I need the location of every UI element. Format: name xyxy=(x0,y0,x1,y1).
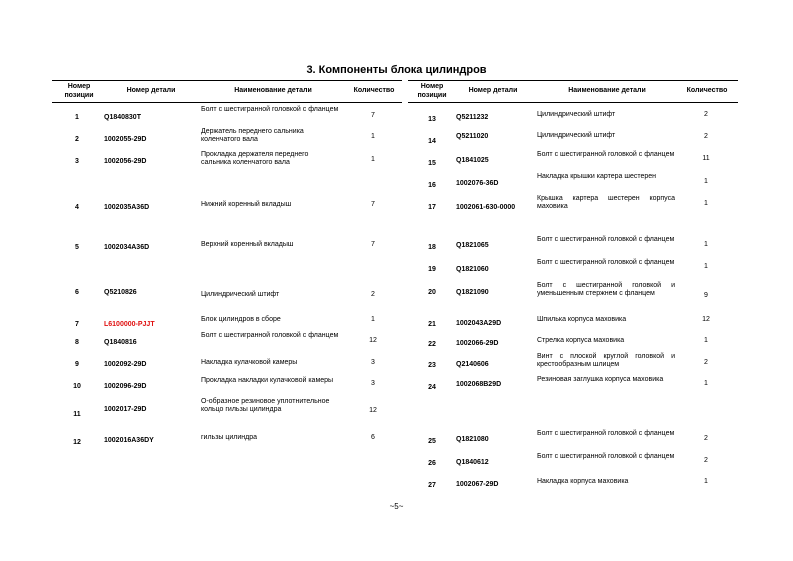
row-position: 4 xyxy=(75,204,79,211)
row-position: 22 xyxy=(428,341,436,348)
row-quantity: 3 xyxy=(371,380,375,387)
row-part-name: Болт с шестигранной головкой с фланцем xyxy=(537,259,675,266)
row-position: 2 xyxy=(75,136,79,143)
row-quantity: 7 xyxy=(371,112,375,119)
row-position: 15 xyxy=(428,160,436,167)
row-position: 14 xyxy=(428,138,436,145)
row-part-number: Q1821090 xyxy=(456,289,489,296)
row-part-name: Шпилька корпуса маховика xyxy=(537,316,627,323)
row-position: 3 xyxy=(75,158,79,165)
row-position: 19 xyxy=(428,266,436,273)
row-part-name: Болт с шестигранной головкой с фланцем xyxy=(201,106,339,113)
row-position: 24 xyxy=(428,384,436,391)
row-position: 13 xyxy=(428,116,436,123)
row-quantity: 9 xyxy=(704,292,708,299)
row-quantity: 1 xyxy=(704,478,708,485)
left-header-position: Номер позиции xyxy=(64,83,94,99)
row-quantity: 1 xyxy=(704,200,708,207)
right-header-top-rule xyxy=(408,80,738,81)
row-part-name: Верхний коренный вкладыш xyxy=(201,241,294,248)
row-quantity: 1 xyxy=(371,316,375,323)
row-quantity: 1 xyxy=(704,241,708,248)
row-quantity: 1 xyxy=(371,156,375,163)
row-position: 6 xyxy=(75,289,79,296)
left-header-top-rule xyxy=(52,80,402,81)
row-part-name: Прокладка накладки кулачковой камеры xyxy=(201,377,334,384)
right-header-part-name: Наименование детали xyxy=(568,87,646,94)
row-quantity: 12 xyxy=(369,337,377,344)
row-part-number: Q1821065 xyxy=(456,242,489,249)
row-part-number: Q1821060 xyxy=(456,266,489,273)
row-quantity: 2 xyxy=(704,133,708,140)
row-position: 16 xyxy=(428,182,436,189)
row-part-number: Q1840816 xyxy=(104,339,137,346)
row-part-name: Стрелка корпуса маховика xyxy=(537,337,625,344)
row-position: 7 xyxy=(75,321,79,328)
row-part-number: 1002055-29D xyxy=(104,136,147,143)
row-position: 21 xyxy=(428,321,436,328)
left-header-quantity: Количество xyxy=(353,87,395,94)
row-quantity: 1 xyxy=(704,380,708,387)
row-position: 23 xyxy=(428,362,436,369)
row-quantity: 3 xyxy=(371,359,375,366)
row-part-number: 1002076-36D xyxy=(456,180,499,187)
row-position: 12 xyxy=(73,439,81,446)
row-part-name: Крышка картера шестерен корпуса маховика xyxy=(537,195,675,211)
row-position: 26 xyxy=(428,460,436,467)
row-position: 9 xyxy=(75,361,79,368)
row-part-name: Нижний коренный вкладыш xyxy=(201,201,292,208)
left-header-bottom-rule xyxy=(52,102,402,103)
row-part-name: Болт с шестигранной головкой с фланцем xyxy=(537,430,675,437)
row-position: 20 xyxy=(428,289,436,296)
row-quantity: 7 xyxy=(371,201,375,208)
row-part-name: Прокладка держателя переднего сальника коленчатого вала xyxy=(201,151,309,167)
row-quantity: 2 xyxy=(704,457,708,464)
row-quantity: 2 xyxy=(704,359,708,366)
row-part-number: 1002043A29D xyxy=(456,320,502,327)
right-header-bottom-rule xyxy=(408,102,738,103)
row-part-name: Болт с шестигранной головкой с фланцем xyxy=(537,453,675,460)
row-quantity: 6 xyxy=(371,434,375,441)
row-part-name: Цилиндрический штифт xyxy=(537,111,616,118)
row-part-number: Q5210826 xyxy=(104,289,137,296)
row-quantity: 2 xyxy=(371,291,375,298)
row-part-name: Болт с шестигранной головкой с фланцем xyxy=(537,236,675,243)
row-position: 17 xyxy=(428,204,436,211)
row-quantity: 1 xyxy=(704,178,708,185)
row-position: 25 xyxy=(428,438,436,445)
row-part-number: 1002092-29D xyxy=(104,361,147,368)
row-part-number: 1002067-29D xyxy=(456,481,499,488)
row-part-name: Болт с шестигранной головкой с фланцем xyxy=(537,151,675,158)
left-header-part-name: Наименование детали xyxy=(234,87,312,94)
row-part-number: Q5211232 xyxy=(456,114,489,121)
row-part-number: 1002035A36D xyxy=(104,204,150,211)
row-part-name: Резиновая заглушка корпуса маховика xyxy=(537,376,664,383)
row-part-name: Накладка кулачковой камеры xyxy=(201,359,298,366)
row-part-name: Болт с шестигранной головкой с фланцем xyxy=(201,332,339,339)
row-part-name: Накладка крышки картера шестерен xyxy=(537,173,657,180)
row-position: 27 xyxy=(428,482,436,489)
row-part-number: Q1821080 xyxy=(456,436,489,443)
row-part-name: Винт с плоской круглой головкой и крестообразным шлицем xyxy=(537,353,675,369)
row-position: 8 xyxy=(75,339,79,346)
row-part-number: 1002066-29D xyxy=(456,340,499,347)
row-quantity: 2 xyxy=(704,111,708,118)
row-part-number: 1002017-29D xyxy=(104,406,147,413)
row-part-number: Q5211020 xyxy=(456,133,489,140)
row-part-number: 1002096-29D xyxy=(104,383,147,390)
row-part-number: 1002034A36D xyxy=(104,244,150,251)
row-position: 5 xyxy=(75,244,79,251)
row-quantity: 1 xyxy=(371,133,375,140)
row-part-number: 1002061-630-0000 xyxy=(456,204,516,211)
row-part-number: Q1840830T xyxy=(104,114,141,121)
row-part-number: Q1840612 xyxy=(456,459,489,466)
row-quantity: 12 xyxy=(702,316,710,323)
row-position: 1 xyxy=(75,114,79,121)
row-quantity: 1 xyxy=(704,337,708,344)
row-part-number: Q2140606 xyxy=(456,361,489,368)
right-header-quantity: Количество xyxy=(686,87,728,94)
row-part-name: Цилиндрический штифт xyxy=(201,291,280,298)
row-part-number: Q1841025 xyxy=(456,157,489,164)
row-quantity: 12 xyxy=(369,407,377,414)
row-part-name: Блок цилиндров в сборе xyxy=(201,316,281,323)
left-header-part-number: Номер детали xyxy=(126,87,176,94)
right-header-position: Номер позиции xyxy=(417,83,447,99)
row-part-number: 1002056-29D xyxy=(104,158,147,165)
row-position: 10 xyxy=(73,383,81,390)
row-quantity: 2 xyxy=(704,435,708,442)
row-part-name: гильзы цилиндра xyxy=(201,434,258,441)
row-part-name: Болт с шестигранной головкой и уменьшенным стержнем с фланцем xyxy=(537,282,675,298)
row-part-name: Цилиндрический штифт xyxy=(537,132,616,139)
right-header-part-number: Номер детали xyxy=(468,87,518,94)
row-part-number: 1002016A36DY xyxy=(104,437,154,444)
row-quantity: 7 xyxy=(371,241,375,248)
row-part-name: О-образное резиновое уплотнительное кольцо гильзы цилиндра xyxy=(201,398,330,414)
row-position: 18 xyxy=(428,244,436,251)
row-quantity: 1 xyxy=(704,263,708,270)
row-position: 11 xyxy=(73,411,81,418)
row-part-number: 1002068B29D xyxy=(456,381,502,388)
row-part-name: Держатель переднего сальника коленчатого вала xyxy=(201,128,304,144)
row-quantity: 11 xyxy=(702,155,710,162)
row-part-number: L6100000-PJJT xyxy=(104,321,155,328)
page-number: ~5~ xyxy=(389,502,404,511)
row-part-name: Накладка корпуса маховика xyxy=(537,478,629,485)
page-title: 3. Компоненты блока цилиндров xyxy=(306,64,487,76)
